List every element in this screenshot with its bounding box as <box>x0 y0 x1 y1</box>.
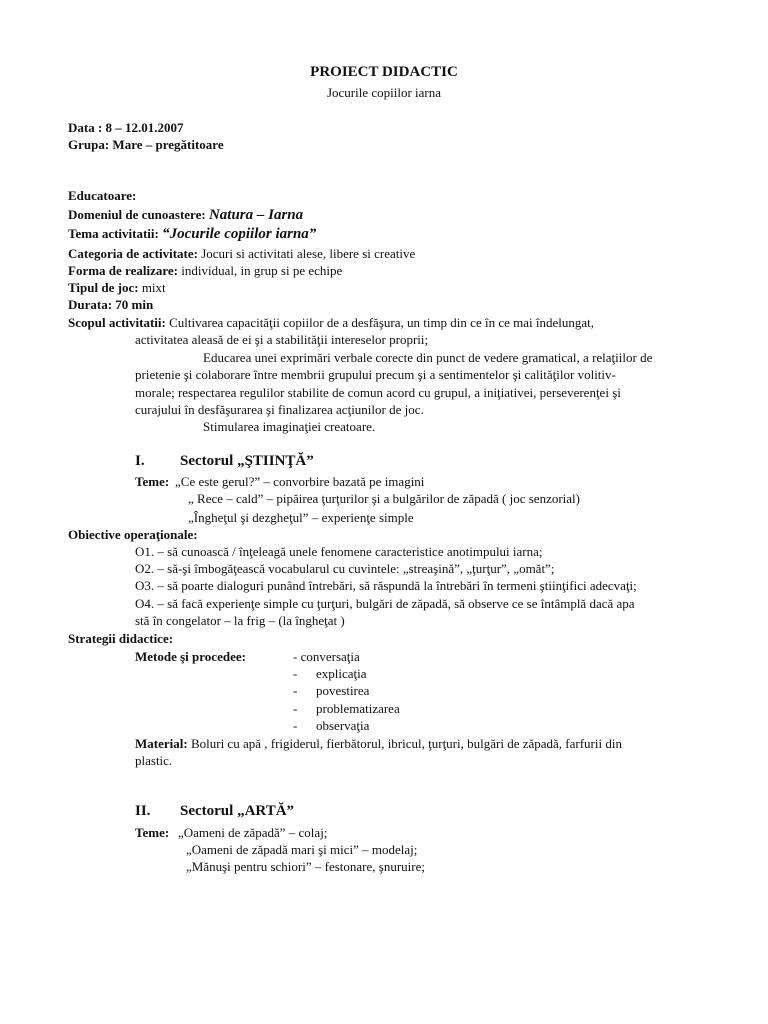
durata-label: Durata: <box>68 297 113 312</box>
tema-label: Tema activitatii: <box>68 226 159 241</box>
sector1-teme-label: Teme: <box>135 474 170 489</box>
sector1-number: I. <box>135 453 145 469</box>
scopul-text: activitatea aleasă de ei şi a stabilităţii intereselor proprii; <box>135 332 429 347</box>
metoda-item: observaţia <box>316 718 370 733</box>
material-line <box>135 735 622 752</box>
durata-line <box>68 296 153 313</box>
tipul-line <box>68 279 166 296</box>
date-line: Data : 8 – 12.01.2007 <box>68 120 184 135</box>
metoda-dash: - <box>293 666 298 681</box>
obiectiv-item: O1. – să cunoască / înţeleagă unele fenomene caracteristice anotimpului iarna; <box>135 544 543 559</box>
strategii-label: Strategii didactice: <box>68 631 174 646</box>
scopul-text: Stimularea imaginaţiei creatoare. <box>203 419 376 434</box>
categoria-label: Categoria de activitate: <box>68 246 198 261</box>
sector1-title: Sectorul „ŞTIINŢĂ” <box>180 453 314 469</box>
scopul-line <box>68 314 594 331</box>
scopul-text: Educarea unei exprimări verbale corecte din punct de vedere gramatical, a relaţiilor de <box>203 350 653 365</box>
obiectiv-item: O3. – să poarte dialoguri punând întrebări, să răspundă la întrebări în termeni ştiinţifici adecvaţi; <box>135 578 637 593</box>
sector1-tema-item: „ Rece – cald” – pipăirea ţurţurilor şi a bulgărilor de zăpadă ( joc senzorial) <box>188 491 580 506</box>
forma-line <box>68 262 342 279</box>
group-label: Grupa: <box>68 137 110 152</box>
metoda-item: explicaţia <box>316 666 367 681</box>
tema-line <box>68 225 316 243</box>
tema-value: “Jocurile copiilor iarna” <box>162 226 317 242</box>
metoda-item: povestirea <box>316 683 370 698</box>
tipul-value: mixt <box>141 280 166 295</box>
metoda-dash: - <box>293 701 298 716</box>
obiectiv-item: O2. – să-şi îmbogăţească vocabularul cu cuvintele: „streaşină”, „ţurţur”, „omăt”; <box>135 561 555 576</box>
domeniul-value: Natura – Iarna <box>208 207 304 223</box>
tipul-label: Tipul de joc: <box>68 280 139 295</box>
sector2-number: II. <box>135 803 151 819</box>
forma-label: Forma de realizare: <box>68 263 178 278</box>
metoda-dash: - <box>293 683 298 698</box>
sector2-tema-item: „Oameni de zăpadă” – colaj; <box>178 825 328 840</box>
scopul-text: curajului în desfăşurarea şi finalizarea acţiunilor de joc. <box>135 402 424 417</box>
durata-value: 70 min <box>115 297 154 312</box>
scopul-text: Cultivarea capacităţii copiilor de a desfăşura, un timp din ce în ce mai îndelungat, <box>169 315 594 330</box>
document-title: PROIECT DIDACTIC <box>310 64 458 80</box>
material-label: Material: <box>135 736 188 751</box>
sector1-tema-item: „Îngheţul şi dezgheţul” – experienţe simple <box>188 510 414 525</box>
document-subtitle: Jocurile copiilor iarna <box>326 85 442 100</box>
sector2-tema-item: „Mănuşi pentru schiori” – festonare, şnuruire; <box>186 859 425 874</box>
metoda-dash: - <box>293 718 298 733</box>
group-line <box>68 136 224 153</box>
material-text: Boluri cu apă , frigiderul, fierbătorul, ibricul, ţurţuri, bulgări de zăpadă, farfurii din <box>190 736 622 751</box>
group-value: Mare – pregătitoare <box>112 137 224 152</box>
sector2-tema-item: „Oameni de zăpadă mari şi mici” – modelaj; <box>186 842 418 857</box>
sector1-tema-item: „Ce este gerul?” – convorbire bazată pe imagini <box>175 474 425 489</box>
obiective-label: Obiective operaţionale: <box>68 527 198 542</box>
obiectiv-item: stă în congelator – la frig – (la îngheţat ) <box>135 613 345 628</box>
domeniul-line <box>68 206 303 224</box>
forma-value: individual, in grup si pe echipe <box>181 263 343 278</box>
metoda-item: problematizarea <box>316 701 400 716</box>
categoria-value: Jocuri si activitati alese, libere si creative <box>201 246 416 261</box>
material-text: plastic. <box>135 753 173 768</box>
scopul-text: prietenie şi colaborare între membrii grupului precum şi a sentimentelor şi calităţilor volitiv- <box>135 367 616 382</box>
domeniul-label: Domeniul de cunoastere: <box>68 207 206 222</box>
scopul-label: Scopul activitatii: <box>68 315 166 330</box>
obiectiv-item: O4. – să facă experienţe simple cu ţurţuri, bulgări de zăpadă, să observe ce se întâmplă dacă apa <box>135 596 635 611</box>
categoria-line <box>68 245 415 262</box>
metode-label: Metode şi procedee: <box>135 649 246 664</box>
metoda-item: - conversaţia <box>293 649 360 664</box>
scopul-text: morale; respectarea regulilor stabilite de comun acord cu grupul, a iniţiativei, perseverenţei şi <box>135 385 621 400</box>
educatoare-label: Educatoare: <box>68 188 137 203</box>
sector2-title: Sectorul „ARTĂ” <box>180 803 295 819</box>
sector2-teme-label: Teme: <box>135 825 170 840</box>
